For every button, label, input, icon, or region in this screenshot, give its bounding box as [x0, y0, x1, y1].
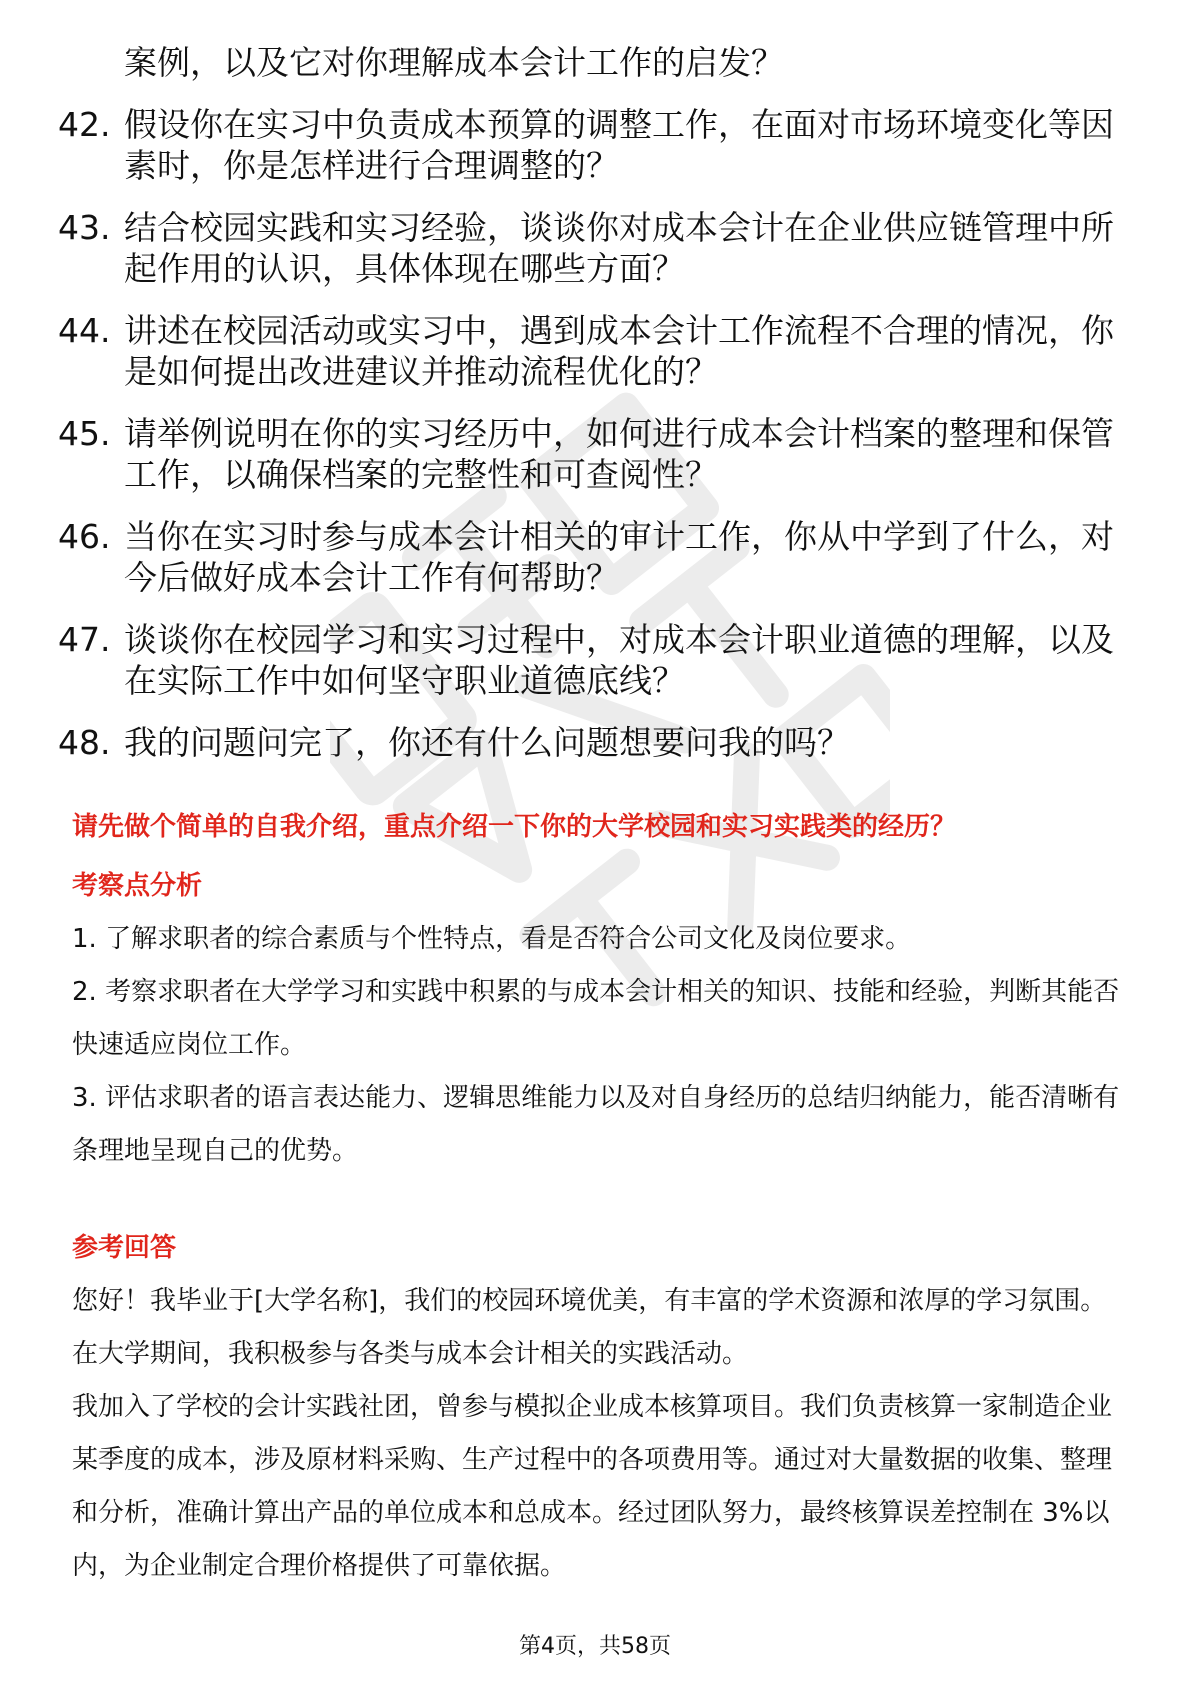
analysis-section [72, 869, 1132, 1178]
list-item [58, 516, 1138, 598]
list-item [58, 619, 1138, 701]
list-item [58, 310, 1138, 392]
list-item [58, 207, 1138, 289]
answer-paragraph: 您好！我毕业于[大学名称]，我们的校园环境优美，有丰富的学术资源和浓厚的学习氛围。在大学期间，我积极参与各类与成本会计相关的实践活动。 [72, 1286, 1107, 1369]
question-list [58, 42, 1138, 784]
question-text: 我的问题问完了，你还有什么问题想要问我的吗？ [124, 723, 850, 762]
question-text: 假设你在实习中负责成本预算的调整工作，在面对市场环境变化等因素时，你是怎样进行合理调整的？ [124, 105, 1114, 185]
answer-section [72, 1231, 1132, 1593]
main-question-section [72, 810, 1132, 844]
analysis-point: 2. 考察求职者在大学学习和实践中积累的与成本会计相关的知识、技能和经验，判断其能否快速适应岗位工作。 [72, 977, 1120, 1060]
question-number: 46. [58, 517, 111, 556]
list-item [58, 104, 1138, 186]
answer-heading: 参考回答 [72, 1233, 177, 1263]
question-number: 43. [58, 208, 111, 247]
question-number: 45. [58, 414, 111, 453]
list-item [58, 413, 1138, 495]
analysis-heading: 考察点分析 [72, 871, 203, 901]
answer-paragraph: 我加入了学校的会计实践社团，曾参与模拟企业成本核算项目。我们负责核算一家制造企业某季度的成本，涉及原材料采购、生产过程中的各项费用等。通过对大量数据的收集、整理和分析，准确计算出产品的单位成本和总成本。经过团队努力，最终核算误差控制在 3%以内，为企业制定合理价格提供了可靠依据。 [72, 1392, 1113, 1581]
question-text: 讲述在校园活动或实习中，遇到成本会计工作流程不合理的情况，你是如何提出改进建议并推动流程优化的？ [124, 311, 1114, 391]
analysis-point: 1. 了解求职者的综合素质与个性特点，看是否符合公司文化及岗位要求。 [72, 924, 912, 954]
list-item [58, 722, 1138, 763]
question-text: 结合校园实践和实习经验，谈谈你对成本会计在企业供应链管理中所起作用的认识，具体体现在哪些方面？ [124, 208, 1114, 288]
question-text: 请举例说明在你的实习经历中，如何进行成本会计档案的整理和保管工作，以确保档案的完整性和可查阅性？ [124, 414, 1114, 494]
question-number: 44. [58, 311, 111, 350]
question-number: 48. [58, 723, 111, 762]
question-text: 谈谈你在校园学习和实习过程中，对成本会计职业道德的理解，以及在实际工作中如何坚守职业道德底线？ [124, 620, 1114, 700]
page-number: 第4页，共58页 [519, 1634, 671, 1659]
question-number: 47. [58, 620, 111, 659]
analysis-point: 3. 评估求职者的语言表达能力、逻辑思维能力以及对自身经历的总结归纳能力，能否清晰有条理地呈现自己的优势。 [72, 1083, 1120, 1166]
question-number: 42. [58, 105, 111, 144]
question-lead-in: 案例，以及它对你理解成本会计工作的启发？ [124, 43, 784, 82]
question-text: 当你在实习时参与成本会计相关的审计工作，你从中学到了什么，对今后做好成本会计工作有何帮助？ [124, 517, 1114, 597]
main-question-heading: 请先做个简单的自我介绍，重点介绍一下你的大学校园和实习实践类的经历？ [72, 812, 957, 842]
